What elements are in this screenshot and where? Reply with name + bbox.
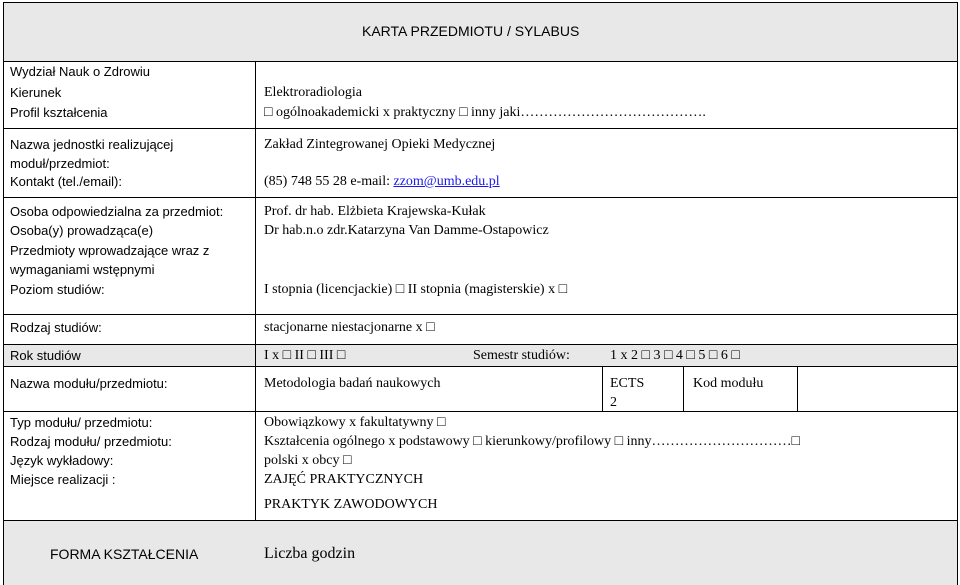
label-jezyk: Język wykładowy: bbox=[10, 453, 114, 468]
value-osoby-prow: Dr hab.n.o zdr.Katarzyna Van Damme-Ostapowicz bbox=[264, 223, 549, 238]
border-top bbox=[3, 2, 958, 3]
label-typ: Typ modułu/ przedmiotu: bbox=[10, 415, 153, 430]
label-jednostka-2: moduł/przedmiot: bbox=[10, 156, 110, 171]
label-osoby-prow: Osoba(y) prowadząca(e) bbox=[10, 223, 154, 238]
label-jednostka-1: Nazwa jednostki realizującej bbox=[10, 137, 174, 152]
header-bottom-line bbox=[3, 61, 958, 62]
label-osoba-odp: Osoba odpowiedzialna za przedmiot: bbox=[10, 204, 224, 219]
value-rok: I x □ II □ III □ bbox=[264, 348, 346, 363]
value-kierunek: Elektroradiologia bbox=[264, 85, 362, 100]
border-right bbox=[957, 2, 958, 585]
label-rok: Rok studiów bbox=[10, 348, 81, 363]
value-profil: □ ogólnoakademicki x praktyczny □ inny jaki…………………………………. bbox=[264, 105, 706, 120]
value-jednostka: Zakład Zintegrowanej Opieki Medycznej bbox=[264, 137, 496, 152]
border-left bbox=[3, 2, 4, 585]
row-line bbox=[3, 520, 958, 521]
value-jezyk: polski x obcy □ bbox=[264, 453, 352, 468]
value-osoba-odp: Prof. dr hab. Elżbieta Krajewska-Kułak bbox=[264, 204, 486, 219]
label-poziom: Poziom studiów: bbox=[10, 282, 105, 297]
semestr-label: Semestr studiów: bbox=[473, 348, 570, 363]
label-kontakt: Kontakt (tel./email): bbox=[10, 174, 122, 189]
row-line bbox=[3, 366, 958, 367]
email-link[interactable]: zzom@umb.edu.pl bbox=[393, 174, 500, 189]
label-wydzial: Wydział Nauk o Zdrowiu bbox=[10, 64, 151, 79]
value-kontakt bbox=[264, 173, 500, 191]
ects-value: 2 bbox=[610, 395, 617, 410]
value-nazwa-modulu: Metodologia badań naukowych bbox=[264, 376, 441, 391]
value-rodzaj: stacjonarne niestacjonarne x □ bbox=[264, 320, 435, 335]
kod-modulu-label: Kod modułu bbox=[693, 376, 764, 391]
value-semestr: 1 x 2 □ 3 □ 4 □ 5 □ 6 □ bbox=[610, 348, 740, 363]
row-line bbox=[3, 314, 958, 315]
label-kierunek: Kierunek bbox=[10, 85, 62, 100]
contact-phone: (85) 748 55 28 e-mail: bbox=[264, 174, 394, 189]
label-profil: Profil kształcenia bbox=[10, 105, 108, 120]
kod-box-right bbox=[797, 366, 798, 411]
row-line bbox=[3, 344, 958, 345]
row-line bbox=[3, 411, 958, 412]
value-poziom: I stopnia (licencjackie) □ II stopnia (magisterskie) x □ bbox=[264, 282, 568, 297]
label-miejsce: Miejsce realizacji : bbox=[10, 472, 116, 487]
row-line bbox=[3, 197, 958, 198]
ects-box-right bbox=[683, 366, 684, 411]
label-przedmioty-2: wymaganiami wstępnymi bbox=[10, 262, 155, 277]
value-typ: Obowiązkowy x fakultatywny □ bbox=[264, 415, 446, 430]
label-przedmioty-1: Przedmioty wprowadzające wraz z bbox=[10, 243, 210, 258]
liczba-godzin: Liczba godzin bbox=[264, 545, 356, 562]
label-nazwa-modulu: Nazwa modułu/przedmiotu: bbox=[10, 376, 168, 391]
forma-ksztalcenia: FORMA KSZTAŁCENIA bbox=[50, 546, 199, 562]
row-line bbox=[3, 128, 958, 129]
ects-box-left bbox=[602, 366, 603, 411]
value-miejsce-1: ZAJĘĆ PRAKTYCZNYCH bbox=[264, 472, 424, 487]
page-title: KARTA PRZEDMIOTU / SYLABUS bbox=[362, 23, 580, 39]
value-miejsce-2: PRAKTYK ZAWODOWYCH bbox=[264, 497, 438, 512]
value-rodzaj-modulu: Kształcenia ogólnego x podstawowy □ kierunkowy/profilowy □ inny…………………………□ bbox=[264, 434, 800, 449]
column-separator bbox=[255, 61, 256, 520]
ects-label: ECTS bbox=[610, 376, 645, 391]
label-rodzaj: Rodzaj studiów: bbox=[10, 320, 102, 335]
label-rodzaj-modulu: Rodzaj modułu/ przedmiotu: bbox=[10, 434, 172, 449]
